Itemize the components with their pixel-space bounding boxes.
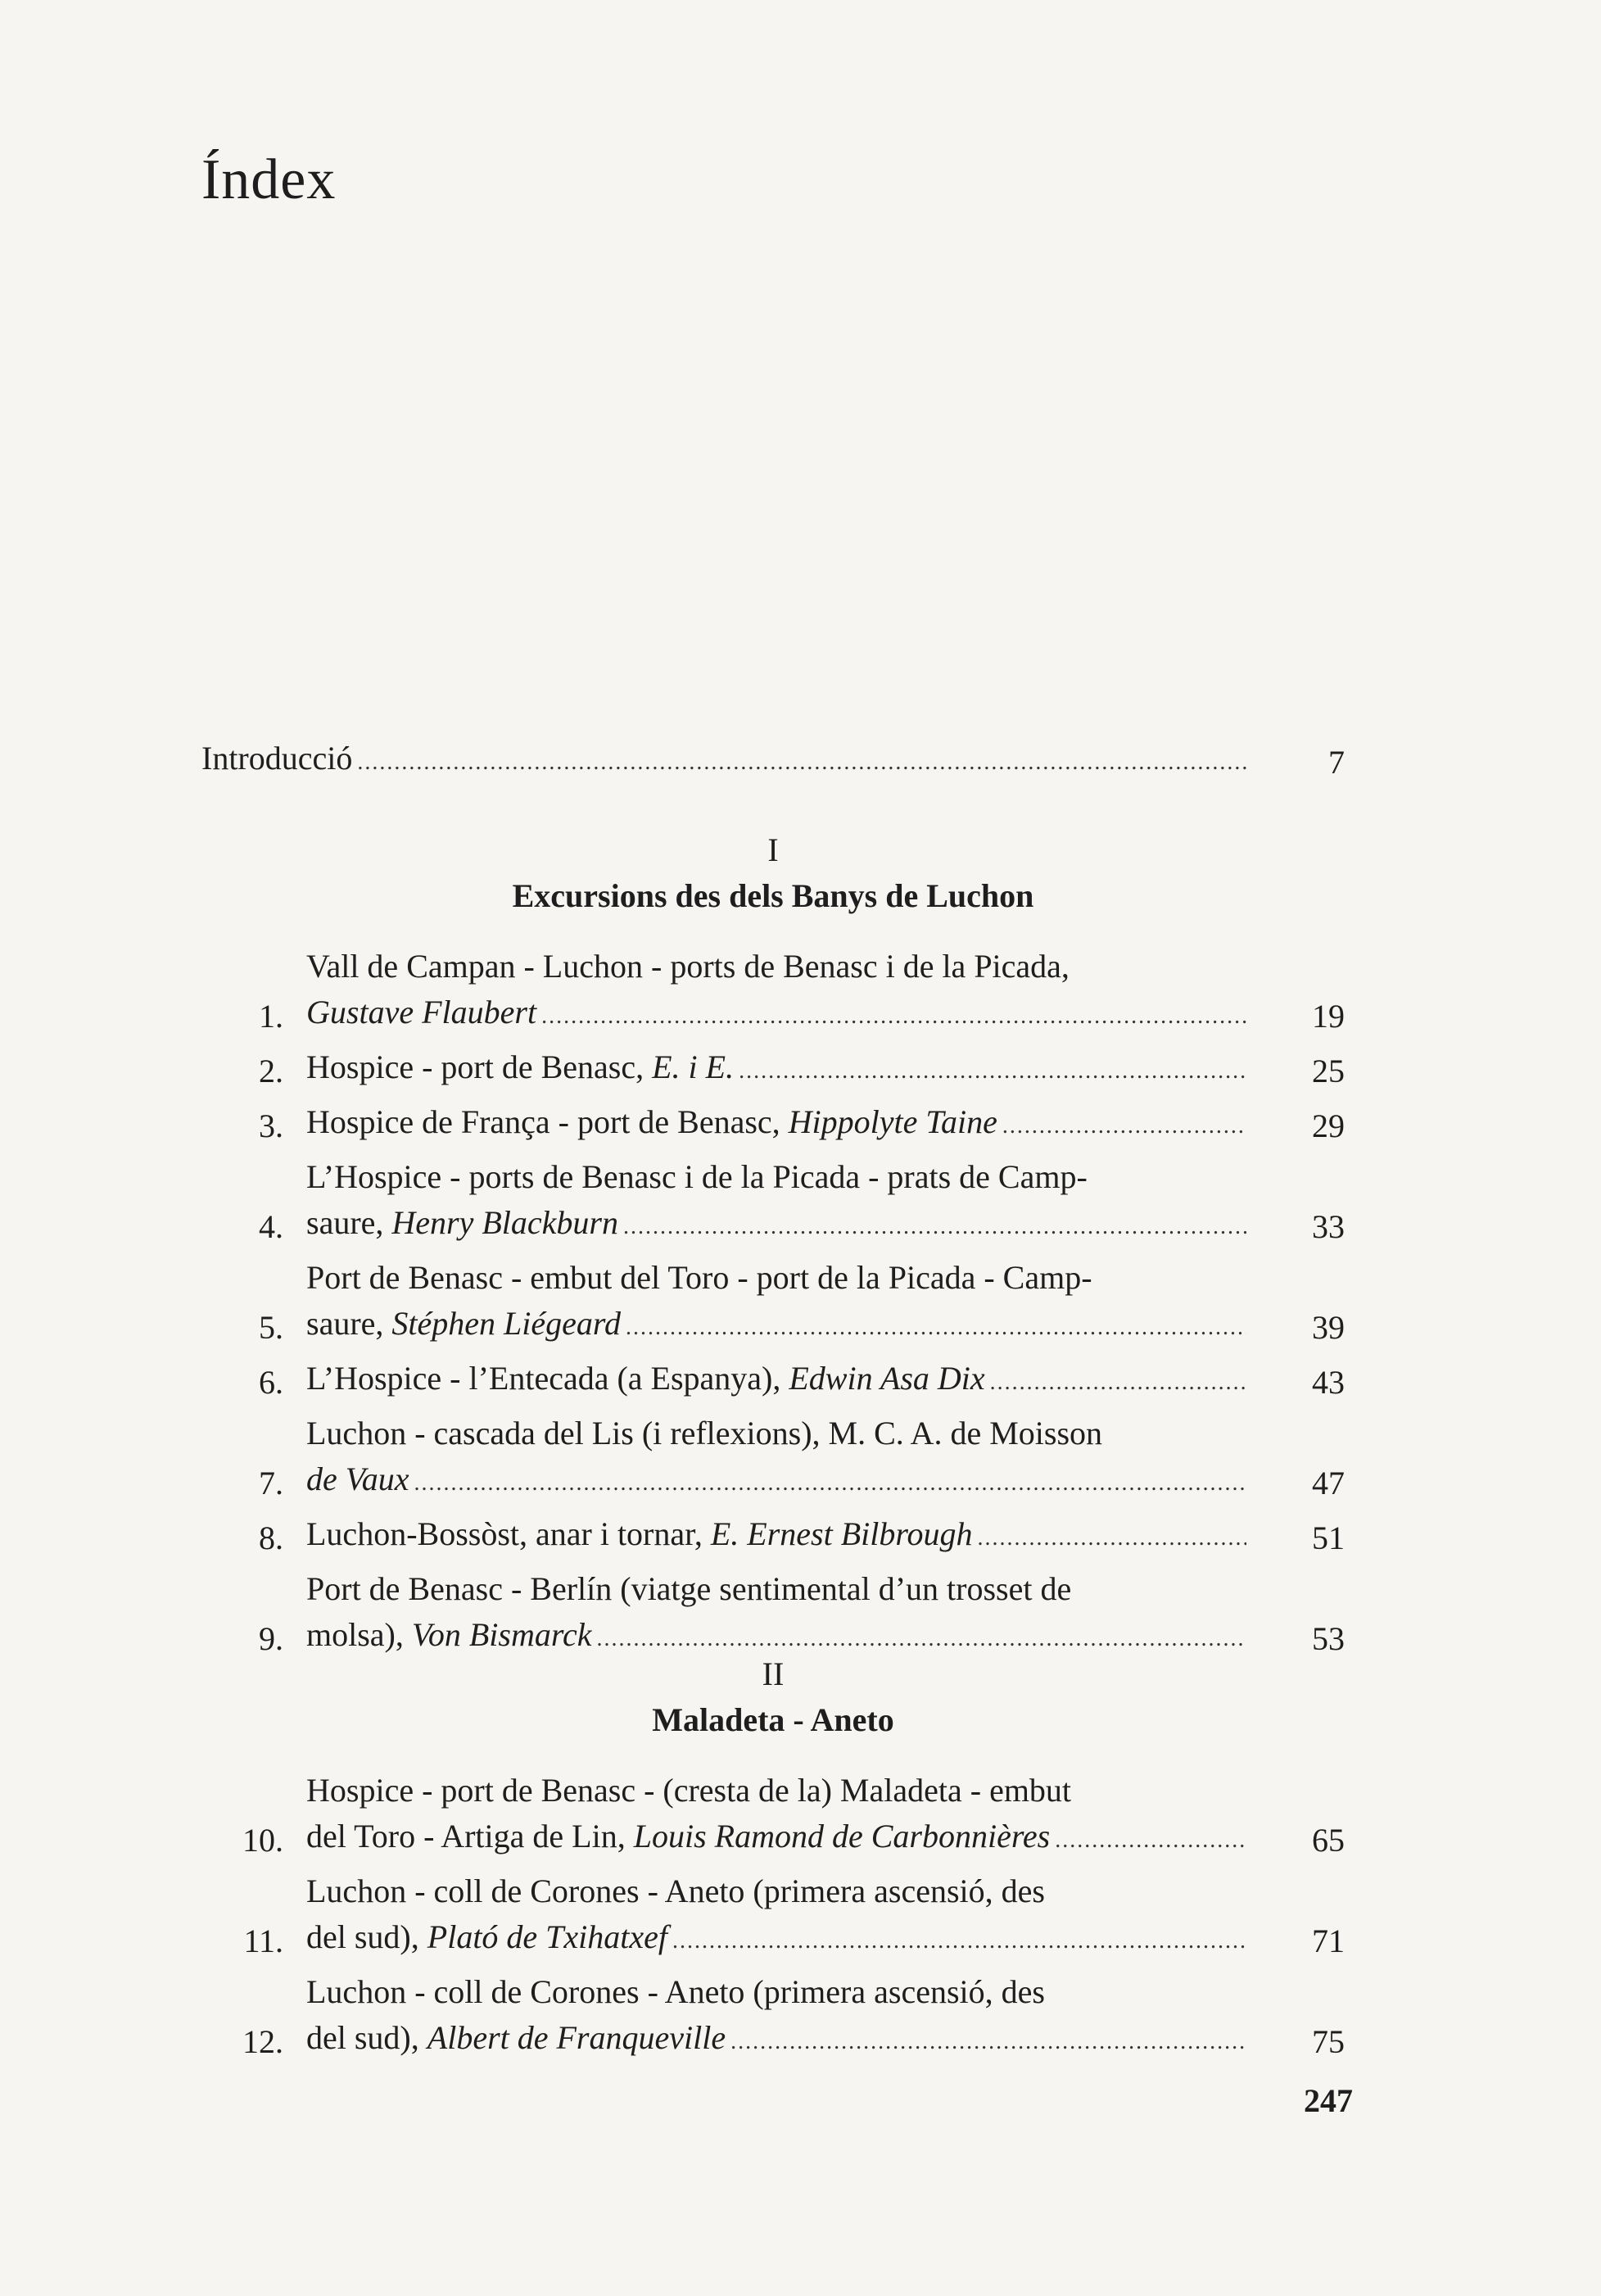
entry-number: 5. xyxy=(259,1309,283,1346)
entry-author: Stéphen Liégeard xyxy=(391,1305,621,1342)
page-number: 33 xyxy=(1312,1208,1345,1245)
entry-author: Albert de Franqueville xyxy=(427,2019,726,2056)
page-title: Índex xyxy=(201,148,337,211)
toc-entry xyxy=(201,1099,1345,1149)
entry-number: 10. xyxy=(242,1822,283,1859)
part-title: Excursions des dels Banys de Luchon xyxy=(512,877,1034,914)
entry-number: 4. xyxy=(259,1208,283,1245)
entry-title-line: L’Hospice - ports de Benasc i de la Picada - prats de Camp- xyxy=(306,1158,1088,1195)
leader-dots xyxy=(414,1460,1246,1506)
page-number: 65 xyxy=(1312,1822,1345,1859)
entry-number: 11. xyxy=(243,1922,283,1959)
entry-author: E. Ernest Bilbrough xyxy=(710,1515,973,1552)
entry-author: Hippolyte Taine xyxy=(788,1103,997,1140)
entry-title: Hospice - port de Benasc, xyxy=(306,1048,653,1085)
part-number: I xyxy=(767,831,779,868)
leader-dots xyxy=(739,1048,1246,1094)
entry-author: Louis Ramond de Carbonnières xyxy=(633,1818,1051,1854)
toc-entry xyxy=(201,1255,1345,1351)
page-number: 43 xyxy=(1312,1364,1345,1401)
entry-title-line: Luchon - cascada del Lis (i reflexions), M. C. A. de Moisson xyxy=(306,1415,1103,1451)
entry-author: de Vaux xyxy=(306,1460,409,1497)
folio-page-number: 247 xyxy=(1304,2082,1353,2119)
entry-title: Luchon-Bossòst, anar i tornar, xyxy=(306,1515,711,1552)
entry-author: Von Bismarck xyxy=(411,1616,592,1653)
entry-author: Henry Blackburn xyxy=(391,1204,618,1241)
leader-dots xyxy=(623,1204,1246,1250)
entry-title-line: Hospice - port de Benasc - (cresta de la) Maladeta - embut xyxy=(306,1772,1072,1809)
page-number: 53 xyxy=(1312,1620,1345,1657)
part-number: II xyxy=(762,1655,785,1692)
leader-dots xyxy=(541,994,1246,1039)
leader-dots xyxy=(357,740,1246,786)
entry-title-line: Luchon - coll de Corones - Aneto (primera ascensió, des xyxy=(306,1873,1045,1909)
toc-part-2 xyxy=(201,1651,1345,2070)
toc-entry xyxy=(201,1154,1345,1250)
part-title: Maladeta - Aneto xyxy=(652,1701,894,1738)
toc-entry xyxy=(201,1868,1345,1964)
page-number: 47 xyxy=(1312,1465,1345,1501)
entry-number: 6. xyxy=(259,1364,283,1401)
entry-author: Plató de Txihatxef xyxy=(427,1918,668,1955)
entry-list xyxy=(201,944,1345,1662)
page-number: 25 xyxy=(1312,1053,1345,1089)
intro-label: Introducció xyxy=(201,740,353,777)
page-number: 71 xyxy=(1312,1922,1345,1959)
entry-number: 8. xyxy=(259,1519,283,1556)
leader-dots xyxy=(1002,1103,1246,1149)
page-number: 7 xyxy=(1328,744,1345,781)
toc-intro xyxy=(201,736,1345,786)
toc-entry xyxy=(201,1768,1345,1864)
toc-entry xyxy=(201,944,1345,1039)
page-number: 29 xyxy=(1312,1107,1345,1144)
entry-title: saure, xyxy=(306,1305,392,1342)
entry-title-line: Luchon - coll de Corones - Aneto (primera ascensió, des xyxy=(306,1973,1045,2010)
page-number: 75 xyxy=(1312,2023,1345,2060)
entry-title-line: Port de Benasc - Berlín (viatge sentimental d’un trosset de xyxy=(306,1570,1072,1607)
leader-dots xyxy=(672,1918,1246,1964)
toc-entry xyxy=(201,1566,1345,1662)
toc-entry xyxy=(201,1044,1345,1094)
entry-title-line: Port de Benasc - embut del Toro - port de la Picada - Camp- xyxy=(306,1259,1092,1296)
entry-list xyxy=(201,1768,1345,2065)
leader-dots xyxy=(730,2019,1246,2065)
entry-title: del sud), xyxy=(306,1918,427,1955)
entry-title: L’Hospice - l’Entecada (a Espanya), xyxy=(306,1360,789,1397)
entry-number: 9. xyxy=(259,1620,283,1657)
entry-number: 7. xyxy=(259,1465,283,1501)
entry-title: del Toro - Artiga de Lin, xyxy=(306,1818,634,1854)
entry-number: 3. xyxy=(259,1107,283,1144)
entry-title: saure, xyxy=(306,1204,392,1241)
toc-entry xyxy=(201,1411,1345,1506)
toc-entry xyxy=(201,1511,1345,1561)
toc-part-1 xyxy=(201,827,1345,1667)
entry-number: 12. xyxy=(242,2023,283,2060)
page-number: 19 xyxy=(1312,998,1345,1035)
entry-author: Edwin Asa Dix xyxy=(789,1360,985,1397)
entry-title: Hospice de França - port de Benasc, xyxy=(306,1103,789,1140)
toc-entry xyxy=(201,1356,1345,1406)
leader-dots xyxy=(626,1305,1246,1351)
entry-number: 2. xyxy=(259,1053,283,1089)
entry-title-line: Vall de Campan - Luchon - ports de Benasc i de la Picada, xyxy=(306,948,1070,985)
entry-title: molsa), xyxy=(306,1616,412,1653)
leader-dots xyxy=(1055,1818,1246,1864)
leader-dots xyxy=(990,1360,1246,1406)
page-number: 51 xyxy=(1312,1519,1345,1556)
page-number: 39 xyxy=(1312,1309,1345,1346)
entry-title: del sud), xyxy=(306,2019,427,2056)
entry-author: Gustave Flaubert xyxy=(306,994,537,1030)
toc-entry xyxy=(201,1969,1345,2065)
entry-number: 1. xyxy=(259,998,283,1035)
leader-dots xyxy=(977,1515,1246,1561)
entry-author: E. i E. xyxy=(652,1048,735,1085)
